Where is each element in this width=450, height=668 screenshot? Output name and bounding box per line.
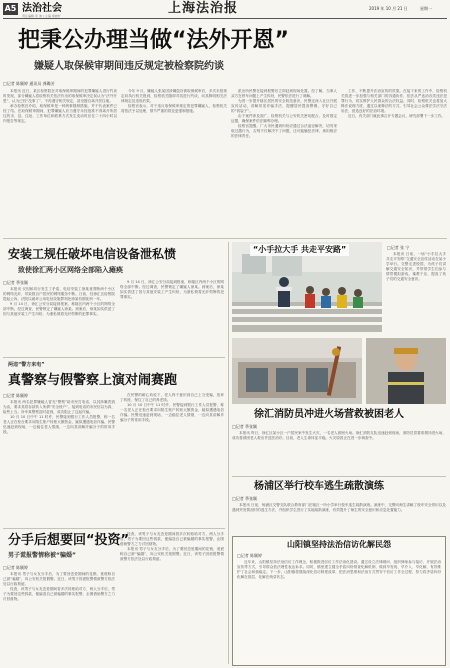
photo-firefighter-portrait-image xyxy=(366,338,446,404)
story-rescue-byline: □记者 季张颖 xyxy=(232,424,258,429)
divider-left-1 xyxy=(3,357,225,358)
story-fire-paragraph: 9 月 14 日，徐汇公安分局接到报案，称辖区内两个小区的网络全部中断。经过调查，民警锁定了嫌疑人徐某。到案后，徐某如实供述了因与其他安装工产生纠纷，为泄私愤将光纤剪断的犯罪事实。 xyxy=(3,302,115,316)
story-police-paragraph: 本报讯 两名犯罪嫌疑人冒充“警察”给市民打电话，以其涉嫌洗钱为由，要求其将存款转入所谓“安全账户”。接到电话的市民信以为真，险些上当。所幸真警察及时赶到，成功阻止了这起诈骗。 xyxy=(3,400,115,414)
story-fire-subheadline: 致使徐汇两小区网络全部陷入瘫痪 xyxy=(18,266,123,274)
story-fire-body-col2 xyxy=(120,280,224,353)
lead-headline: 把秉公办理当做“法外开恩” xyxy=(18,28,289,53)
story-police-kicker: 两违“警方来电” xyxy=(8,362,45,368)
lead-paragraph: 今年 9 月，嫌疑人张某因涉嫌盗窃被取保候审后，多次未按规定向执行机关报到，检察机关随即对其进行约谈，向其释明相关法律规定及违规后果。 xyxy=(121,89,227,103)
lead-paragraph: 检察官表示，对于违反取保候审规定的犯罪嫌疑人，检察机关将依法予以处理，情节严重的将变更强制措施。 xyxy=(121,104,227,113)
story-fire-paragraph: 9 月 14 日，徐汇公安分局接到报案，称辖区内两个小区的网络全部中断。经过调查，民警锁定了嫌疑人徐某。到案后，徐某如实供述了因与其他安装工产生纠纷，为泄私愤将光纤剪断的犯罪事实。 xyxy=(120,280,224,299)
story-police-paragraph: 在民警的耐心劝说下，老人终于意识到自己上当受骗，放弃了转账，保住了自己的养老钱。 xyxy=(120,393,224,402)
boxed-story-body: 近年来，山阳镇坚持法治信访工作理念，积极推进信访工作法治化建设。通过设立法律顾问、组织律师参与接访、开展法治宣传等方式，引导群众依法理性表达诉求。同时，镇里建立健全矛盾纠纷排查化解机制，做到早发现、早介入、早化解，有效维护了社会和谐稳定。下一步，山阳镇将继续深化信访制度改革，把法治思维和法治方式贯穿于信访工作全过程，努力将矛盾纠纷化解在基层、化解在萌芽状态。 xyxy=(237,560,441,579)
lead-subheadline: 嫌疑人取保候审期间违反规定被检察院约谈 xyxy=(34,61,224,72)
story-fire-byline: □记者 季张颖 xyxy=(3,280,29,285)
story-fake-body-col2 xyxy=(120,532,224,665)
right-paragraph: 工作，不断提升法治宣传的效果。在接下来的工作中，检察机关将进一步加强与相关部门的沟通协作，依法从严惩治各类违法犯罪行为，切实维护人民群众的合法权益。同时，检察机关也将加大释法说理力度，通过以案释法的方式，引导社会公众尊法学法守法用法，营造良好的法治环境。 xyxy=(341,89,447,113)
story-fire-paragraph: 本报讯 仅因和同行发生了矛盾，电信安装工徐某竟剪断两个小区的网络光纤，导致数百户居民的网络服务中断。日前，经徐汇区检察院提起公诉，法院以破坏公用电信设施罪判处徐某有期徒刑一年。 xyxy=(3,287,115,301)
story-police-headline: 真警察与假警察上演对闹赛跑 xyxy=(8,373,178,388)
right-paragraph: 近日，有关部门就此事召开专题会议，研究部署下一步工作。 xyxy=(348,114,446,118)
section-divider xyxy=(3,238,447,239)
story-fake-paragraph: 本报讯 男子与女友分手后，为了要回恋爱期间的花销，竟谎称自己被“骗婚”，向公安机关报假警。近日，该男子因谎报警情被警方依法处以行政拘留。 xyxy=(3,572,115,586)
story-fake-paragraph: 经查，该男子与女友恋爱期间曾多次转账给对方，两人分手后，男子为要回这些钱款，便编造自己被骗婚的事实报警，企图借助警方之力讨回财物。 xyxy=(3,587,115,601)
story-fake-headline: 分手后想要回“投资” xyxy=(8,533,130,548)
masthead xyxy=(0,0,450,18)
photo-traffic-safety-caption: “小手拉大手 共走平安路” xyxy=(250,244,349,256)
issue-date: 2019 年 10 月 21 日 xyxy=(369,6,408,11)
story-police-paragraph: 10 月 10 日中午 11 时许，民警接到银行工作人员报警，称一名老人正在柜台要求向陌生账户转账大额资金，疑似遭遇电信诈骗。民警迅速赶到现场，一边稳住老人情绪，一边向其讲解诈骗分子的常用手段。 xyxy=(120,403,224,422)
story-fake-subheadline: 男子谎报警情称被“骗婚” xyxy=(8,552,76,559)
lead-byline: □记者 陈颖婷 通讯员 龚璐芳 xyxy=(3,81,55,86)
story-fake-paragraph: 本报讯 男子与女友分手后，为了要回恋爱期间的花销，竟谎称自己被“骗婚”，向公安机关报假警。近日，该男子因谎报警情被警方依法处以行政拘留。 xyxy=(120,547,224,561)
story-fake-body-col1 xyxy=(3,572,115,665)
lead-body-col2 xyxy=(121,89,227,234)
side-byline: □记者 张 宁 xyxy=(387,245,410,250)
story-police-body-col2 xyxy=(120,393,224,524)
photo-traffic-safety xyxy=(232,242,382,332)
story-fake-byline: □记者 陈颖婷 xyxy=(3,565,29,570)
divider-right-1 xyxy=(232,476,446,477)
story-police-byline: □记者 陈颖婷 xyxy=(3,393,29,398)
story-fire-headline: 安装工规任破坏电信设备泄私愤 xyxy=(8,247,177,261)
page-letter: A5 xyxy=(4,4,17,13)
right-column-body xyxy=(341,89,447,234)
story-school-headline: 杨浦区举行校车逃生疏散演练 xyxy=(254,481,384,492)
photo-firefighter-portrait xyxy=(366,338,446,404)
photo-fire-rescue-image xyxy=(232,338,362,404)
lead-body-col1 xyxy=(3,89,117,234)
divider-left-2 xyxy=(3,528,225,529)
masthead-rule xyxy=(3,18,447,19)
section-editor: 责任编辑 李 迪 | 主编 徐晓轩 xyxy=(22,14,61,18)
section-name: 法治社会 xyxy=(22,3,62,14)
story-fire-body xyxy=(3,287,115,353)
boxed-story xyxy=(232,536,446,666)
lead-paragraph: 本报讯 近日，某区检察院在对取保候审期间的犯罪嫌疑人进行约谈时发现，部分嫌疑人将检察机关依法作出的取保候审决定误认为“法外开恩”，认为已经“没事了”，不再遵守相关规定，甚至擅自离开居住地。 xyxy=(3,89,117,103)
story-police-paragraph: 10 月 10 日中午 11 时许，民警接到银行工作人员报警，称一名老人正在柜台要求向陌生账户转账大额资金，疑似遭遇电信诈骗。民警迅速赶到现场，一边稳住老人情绪，一边向其讲解诈骗分子的常用手段。 xyxy=(3,415,115,434)
story-fake-paragraph: 经查，该男子与女友恋爱期间曾多次转账给对方，两人分手后，男子为要回这些钱款，便编造自己被骗婚的事实报警，企图借助警方之力讨回财物。 xyxy=(120,532,224,546)
photo-fire-rescue xyxy=(232,338,362,404)
story-school-body: 本报讯 日前，杨浦区交警支队联合教育部门在辖区一所小学举行校车逃生疏散演练。演练中，交警向师生讲解了校车安全常识以及遇到突发情况时的逃生方法，并组织学生进行了实地疏散演练，有效提升了师生的安全意识和应急处置能力。 xyxy=(232,503,446,512)
center-paragraph: 由于案件涉及面广，检察机关与公安机关密切配合，及时固定证据，确保案件依法顺利办理。 xyxy=(231,114,337,123)
center-paragraph: 为进一步提升辖区居民的安全防范意识，民警还深入社区开展宣传活动，讲解常见诈骗手法，提醒居民提高警惕，守好自己的“钱袋子”。 xyxy=(231,99,337,113)
boxed-story-headline: 山阳镇坚持法治信访化解民怨 xyxy=(287,540,391,549)
story-police-body-col1 xyxy=(3,400,115,524)
story-rescue-headline: 徐汇消防员冲进火场营救被困老人 xyxy=(254,409,404,420)
center-paragraph: 派出所民警在接到报警后立即赶到现场处置。经了解，当事人双方在停车问题上产生纠纷，民警依法进行了调解。 xyxy=(231,89,337,98)
side-body: 本报讯 日前，一场“小手拉大手 共走平安路”交通安全宣传活动在某小学举行。交警走进校园，为孩子们讲解交通安全知识，并带领学生们参与情景模拟游戏，寓教于乐，提高了孩子们的交通安全意识。 xyxy=(386,252,446,281)
boxed-story-byline: □记者 陈颖婷 xyxy=(237,553,263,558)
issue-weekday: 星期一 xyxy=(420,6,432,11)
column-gutter xyxy=(228,242,229,664)
paper-name: 上海法治报 xyxy=(168,1,239,16)
lead-paragraph: 承办检察官介绍，取保候审是一种刑事强制措施，并不代表案件已经了结。在取保候审期间，犯罪嫌疑人应当遵守未经批准不得离开所居住的市、县，住址、工作单位和联系方式发生变动时应在二十四小时以内报告等规定。 xyxy=(3,104,117,123)
center-body xyxy=(231,89,337,234)
story-school-byline: □记者 季张颖 xyxy=(232,496,258,501)
story-rescue-body: 本报讯 昨日，徐汇区某小区一户居民家中发生火灾，一名老人被困火场。徐汇消防支队迅速赶到现场，消防员冒着浓烟冲进火场，成功将被困老人救出并送医治疗。目前，老人生命体征平稳。火灾原因正在进一步调查中。 xyxy=(232,431,446,440)
center-paragraph: 检察官提醒，广大市民遇到纠纷应通过合法途径解决，切勿采取过激行为，否则不仅解决不了问题，还可能触犯法律，承担相应的法律责任。 xyxy=(231,124,337,138)
